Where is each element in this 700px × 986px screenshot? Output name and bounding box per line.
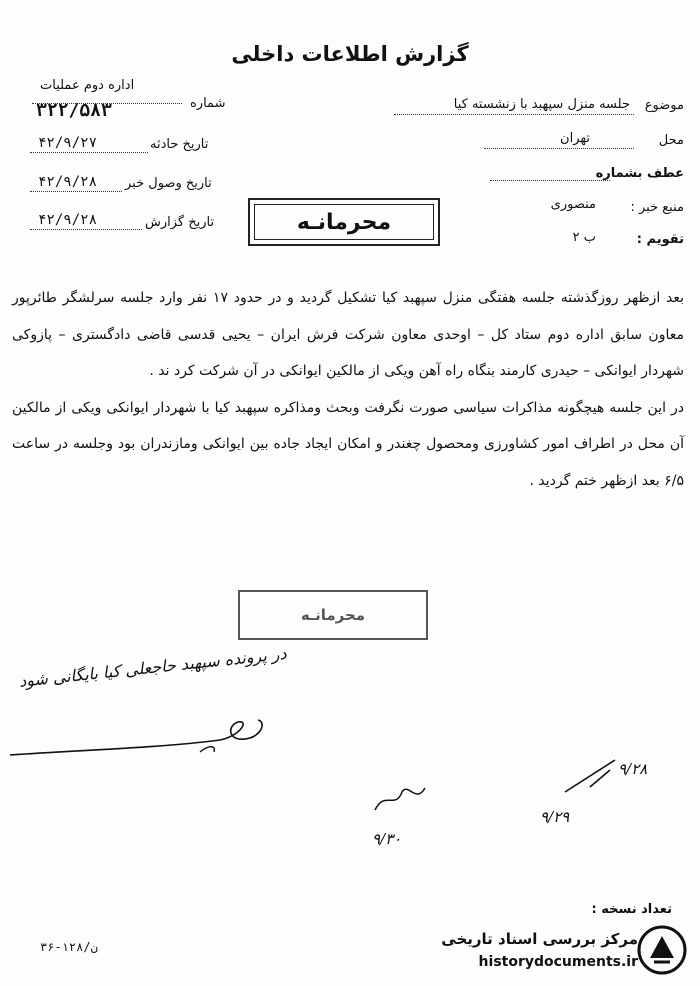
report-body — [12, 280, 684, 499]
document-code: ۳۶-۱۲۸/ن — [40, 940, 98, 954]
reference-line — [490, 180, 610, 181]
reference-label: عطف بشماره — [595, 166, 684, 181]
source-value: منصوری — [550, 197, 596, 212]
location-line — [484, 148, 634, 149]
rating-value: ب ۲ — [572, 230, 596, 245]
received-date-line — [30, 191, 122, 192]
incident-date-value: ۴۲/۹/۲۷ — [38, 135, 98, 151]
stamp-inner-border — [254, 204, 434, 240]
watermark-url: historydocuments.ir — [478, 954, 638, 970]
report-date-label: تاریخ گزارش — [145, 215, 215, 230]
subject-label: موضوع — [644, 98, 684, 113]
signature-scribble-1 — [0, 700, 300, 780]
signature-scribble-3 — [370, 780, 430, 820]
report-date-line — [30, 229, 142, 230]
location-value: تهران — [560, 131, 590, 146]
source-label: منبع خبر : — [630, 200, 684, 215]
signature-date-1: ۹/۲۸ — [618, 760, 648, 778]
subject-value: جلسه منزل سپهبد با زنشسته کیا — [453, 97, 630, 112]
subject-line — [394, 114, 634, 115]
watermark-name: مرکز بررسی اسناد تاریخی — [441, 930, 638, 948]
rating-label: تقویم : — [636, 232, 684, 247]
location-label: محل — [658, 133, 684, 148]
confidential-stamp-text: محرمانـه — [296, 209, 392, 235]
received-date-label: تاریخ وصول خبر — [125, 176, 212, 191]
incident-date-line — [30, 152, 148, 153]
copies-label: تعداد نسخه : — [591, 902, 672, 917]
confidential-stamp — [248, 198, 440, 246]
incident-date-label: تاریخ حادثه — [150, 137, 209, 152]
handwritten-filing-note: در پرونده سپهبد حاجعلی کیا بایگانی شود — [18, 643, 288, 691]
number-value: ۳۲۲/۵۸۳ — [36, 100, 112, 121]
number-label: شماره — [190, 96, 226, 111]
signature-date-2: ۹/۲۹ — [540, 808, 570, 826]
second-stamp — [238, 590, 428, 640]
number-line — [32, 103, 182, 104]
received-date-value: ۴۲/۹/۲۸ — [38, 174, 98, 190]
department-name: اداره دوم عملیات — [40, 78, 135, 93]
archive-logo-icon — [636, 924, 688, 976]
body-paragraph-1: بعد ازظهر روزگذشته جلسه هفتگی منزل سپهبد کیا تشکیل گردید و در حدود ۱۷ نفر وارد جلسه سرلشگر طائرپور معاون سابق اداره دوم ستاد کل – اوحدی معاون شرکت فرش ایران – یحیی قدسی قاضی دادگستری – پازوکی شهردار ایوانکی – حیدری کارمند بنگاه راه آهن ویکی از مالکین ایوانکی در آن شرکت کرد ند . — [12, 290, 685, 379]
signature-date-3: ۹/۳۰ — [372, 830, 402, 848]
second-stamp-text: محرمانـه — [300, 606, 366, 624]
document-title: گزارش اطلاعات داخلی — [231, 42, 469, 66]
body-paragraph-2: در این جلسه هیچگونه مذاکرات سیاسی صورت نگرفت وبحث ومذاکره سپهبد کیا با شهردار ایوانکی ویکی از مالکین آن محل در اطراف امور کشاورزی ومحصول چغندر و امکان ایجاد جاده بین ایوانکی ومازندران بود وجلسه در ساعت ۶/۵ بعد ازظهر ختم گردید . — [12, 399, 684, 489]
report-date-value: ۴۲/۹/۲۸ — [38, 212, 98, 228]
